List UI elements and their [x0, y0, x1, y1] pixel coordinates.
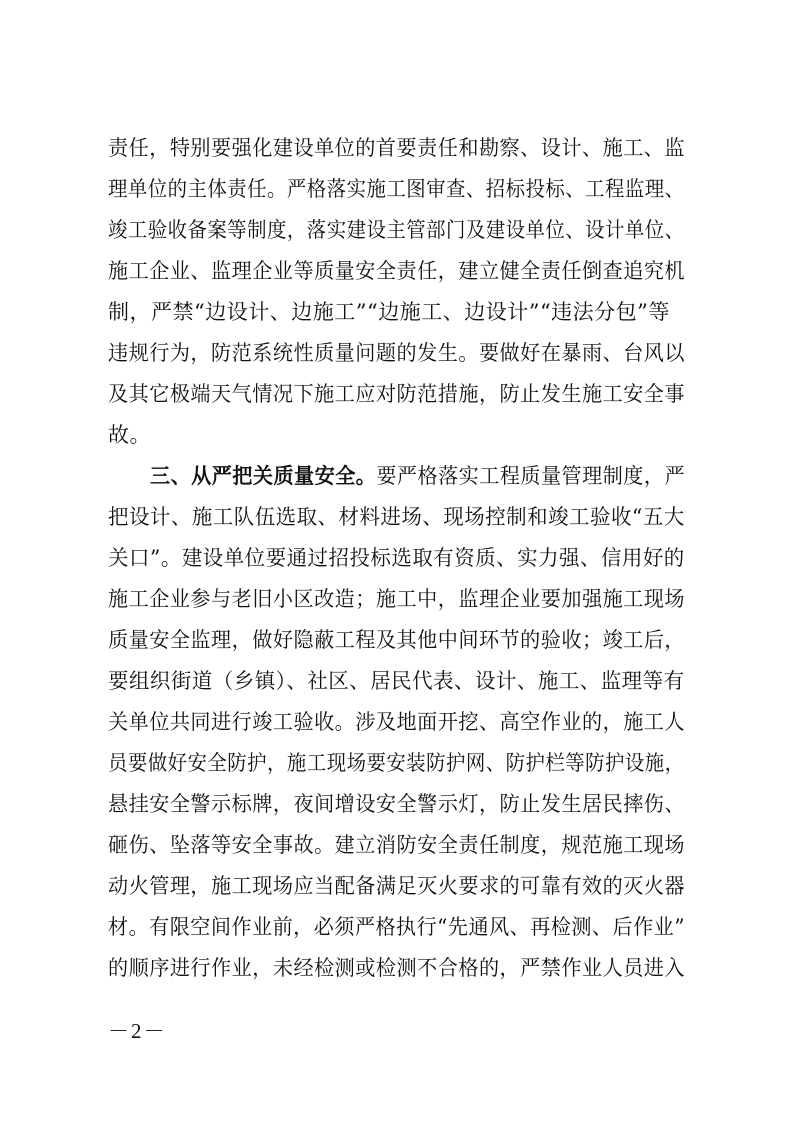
paragraph-line: 竣工验收备案等制度，落实建设主管部门及建设单位、设计单位、 — [108, 218, 685, 242]
paragraph-line: 砸伤、坠落等安全事故。建立消防安全责任制度，规范施工现场 — [108, 833, 686, 857]
paragraph-line: 要组织街道（乡镇）、社区、居民代表、设计、施工、监理等有 — [108, 669, 685, 693]
paragraph-line: 关单位共同进行竣工验收。涉及地面开挖、高空作业的，施工人 — [108, 710, 686, 734]
paragraph-line: 施工企业、监理企业等质量安全责任，建立健全责任倒查追究机 — [108, 259, 686, 283]
paragraph-line: 责任，特别要强化建设单位的首要责任和勘察、设计、施工、监 — [108, 136, 686, 160]
section-3-first-line-text: 要严格落实工程质量管理制度，严 — [376, 464, 686, 488]
paragraph-line: 施工企业参与老旧小区改造；施工中，监理企业要加强施工现场 — [108, 587, 686, 611]
paragraph-line: 理单位的主体责任。严格落实施工图审查、招标投标、工程监理、 — [108, 177, 685, 201]
paragraph-line: 动火管理，施工现场应当配备满足灭火要求的可靠有效的灭火器 — [108, 874, 686, 898]
paragraph-line: 及其它极端天气情况下施工应对防范措施，防止发生施工安全事 — [108, 382, 686, 406]
paragraph-line: 质量安全监理，做好隐蔽工程及其他中间环节的验收；竣工后， — [108, 628, 686, 652]
paragraph-line: 员要做好安全防护，施工现场要安装防护网、防护栏等防护设施， — [108, 751, 685, 775]
paragraph-line: 制，严禁“边设计、边施工”“边施工、边设计”“违法分包”等 — [108, 300, 670, 324]
paragraph-line: 把设计、施工队伍选取、材料进场、现场控制和竣工验收“五大 — [108, 505, 685, 529]
paragraph-line: 材。有限空间作业前，必须严格执行“先通风、再检测、后作业” — [108, 915, 685, 939]
section-3-first-line — [150, 458, 685, 494]
section-3-heading: 三、从严把关质量安全。 — [150, 464, 377, 488]
paragraph-line: 违规行为，防范系统性质量问题的发生。要做好在暴雨、台风以 — [108, 341, 686, 365]
page-number: －2－ — [108, 1019, 167, 1043]
paragraph-line: 悬挂安全警示标牌，夜间增设安全警示灯，防止发生居民摔伤、 — [108, 792, 686, 816]
paragraph-line: 的顺序进行作业，未经检测或检测不合格的，严禁作业人员进入 — [108, 956, 686, 980]
paragraph-line: 故。 — [108, 423, 151, 447]
paragraph-line: 关口”。建设单位要通过招投标选取有资质、实力强、信用好的 — [108, 546, 685, 570]
